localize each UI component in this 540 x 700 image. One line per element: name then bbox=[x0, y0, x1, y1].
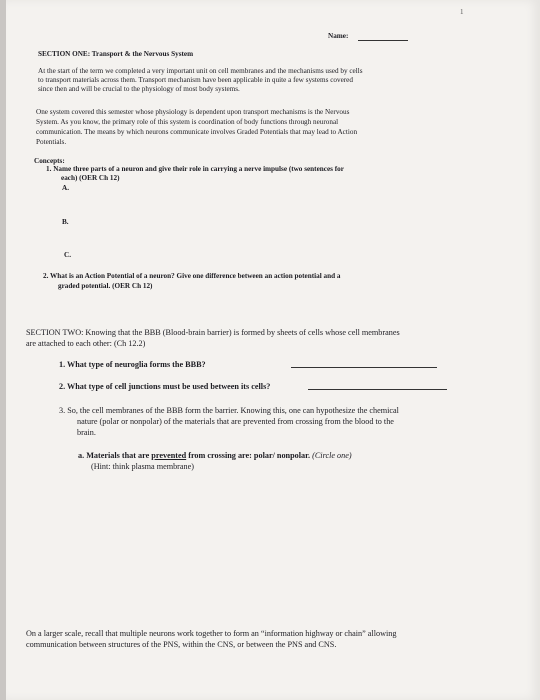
answer-line-1[interactable] bbox=[291, 367, 437, 368]
section-two-intro: SECTION TWO: Knowing that the BBB (Blood-brain barrier) is formed by sheets of cells whose cell membranes bbox=[26, 328, 400, 337]
answer-a-label: A. bbox=[62, 184, 69, 192]
worksheet-page: 1 Name: SECTION ONE: Transport & the Nervous System At the start of the term we completed a very important unit on cell membranes and the mechanisms used by cells to transport materials across them. Transport mechanism have been applicable in quite a few systems covered since then and will be crucial to the physiology of most body systems. One system covered this semester whose physiology is dependent upon transport mechanisms is the Nervous System. As you know, the primary role of this system is coordination of body functions through neuronal communication. The means by which neurons communicate involves Graded Potentials that may lead to Action Potentials. Concepts: 1. Name three parts of a neuron and give their role in carrying a nerve impulse (two sentences for each) (OER Ch 12) A. B. C. 2. What is an Action Potential of a neuron? Give one difference between an action potential and a graded potential. (OER Ch 12) SECTION TWO: Knowing that the BBB (Blood-brain barrier) is formed by sheets of cells whose cell membranes are attached to each other: (Ch 12.2) 1. What type of neuroglia forms the BBB? 2. What type of cell junctions must be used between its cells? 3. So, the cell membranes of the BBB form the barrier. Knowing this, one can hypothesize the chemical nature (polar or nonpolar) of the materials that are prevented from crossing from the blood to the brain. a. Materials that are prevented from crossing are: polar/ nonpolar. (Circle one) (Hint: think plasma membrane) On a larger scale, recall that multiple neurons work together to form an “information highway or chain” allowing communication between structures of the PNS, within the CNS, or between the PNS and CNS. bbox=[6, 0, 540, 700]
question-3a-hint: (Hint: think plasma membrane) bbox=[91, 462, 194, 471]
question-1: 1. Name three parts of a neuron and give their role in carrying a nerve impulse (two sentences for bbox=[46, 165, 344, 173]
section-two-question-2: 2. What type of cell junctions must be used between its cells? bbox=[59, 382, 271, 391]
question-1-line-2: each) (OER Ch 12) bbox=[61, 174, 120, 182]
question-2-line-2: graded potential. (OER Ch 12) bbox=[58, 282, 153, 290]
section-two-question-1: 1. What type of neuroglia forms the BBB? bbox=[59, 360, 206, 369]
section-two-intro-line-2: are attached to each other: (Ch 12.2) bbox=[26, 339, 146, 348]
question-3a: a. Materials that are prevented from crossing are: polar/ nonpolar. (Circle one) bbox=[78, 451, 352, 460]
section-two-question-3-line-2: nature (polar or nonpolar) of the materials that are prevented from crossing from the blood to the bbox=[77, 417, 394, 426]
section-two-question-3: 3. So, the cell membranes of the BBB form the barrier. Knowing this, one can hypothesize the chemical bbox=[59, 406, 399, 415]
section-one-title: SECTION ONE: Transport & the Nervous System bbox=[38, 50, 194, 58]
answer-line-2[interactable] bbox=[308, 389, 447, 390]
name-label: Name: bbox=[328, 32, 349, 40]
answer-b-label: B. bbox=[62, 218, 69, 226]
section-two-question-3-line-3: brain. bbox=[77, 428, 96, 437]
answer-c-label: C. bbox=[64, 251, 71, 259]
question-2: 2. What is an Action Potential of a neuron? Give one difference between an action potential and a bbox=[43, 272, 341, 280]
name-line bbox=[358, 40, 408, 41]
page-number: 1 bbox=[460, 8, 464, 16]
concepts-label: Concepts: bbox=[34, 157, 65, 165]
